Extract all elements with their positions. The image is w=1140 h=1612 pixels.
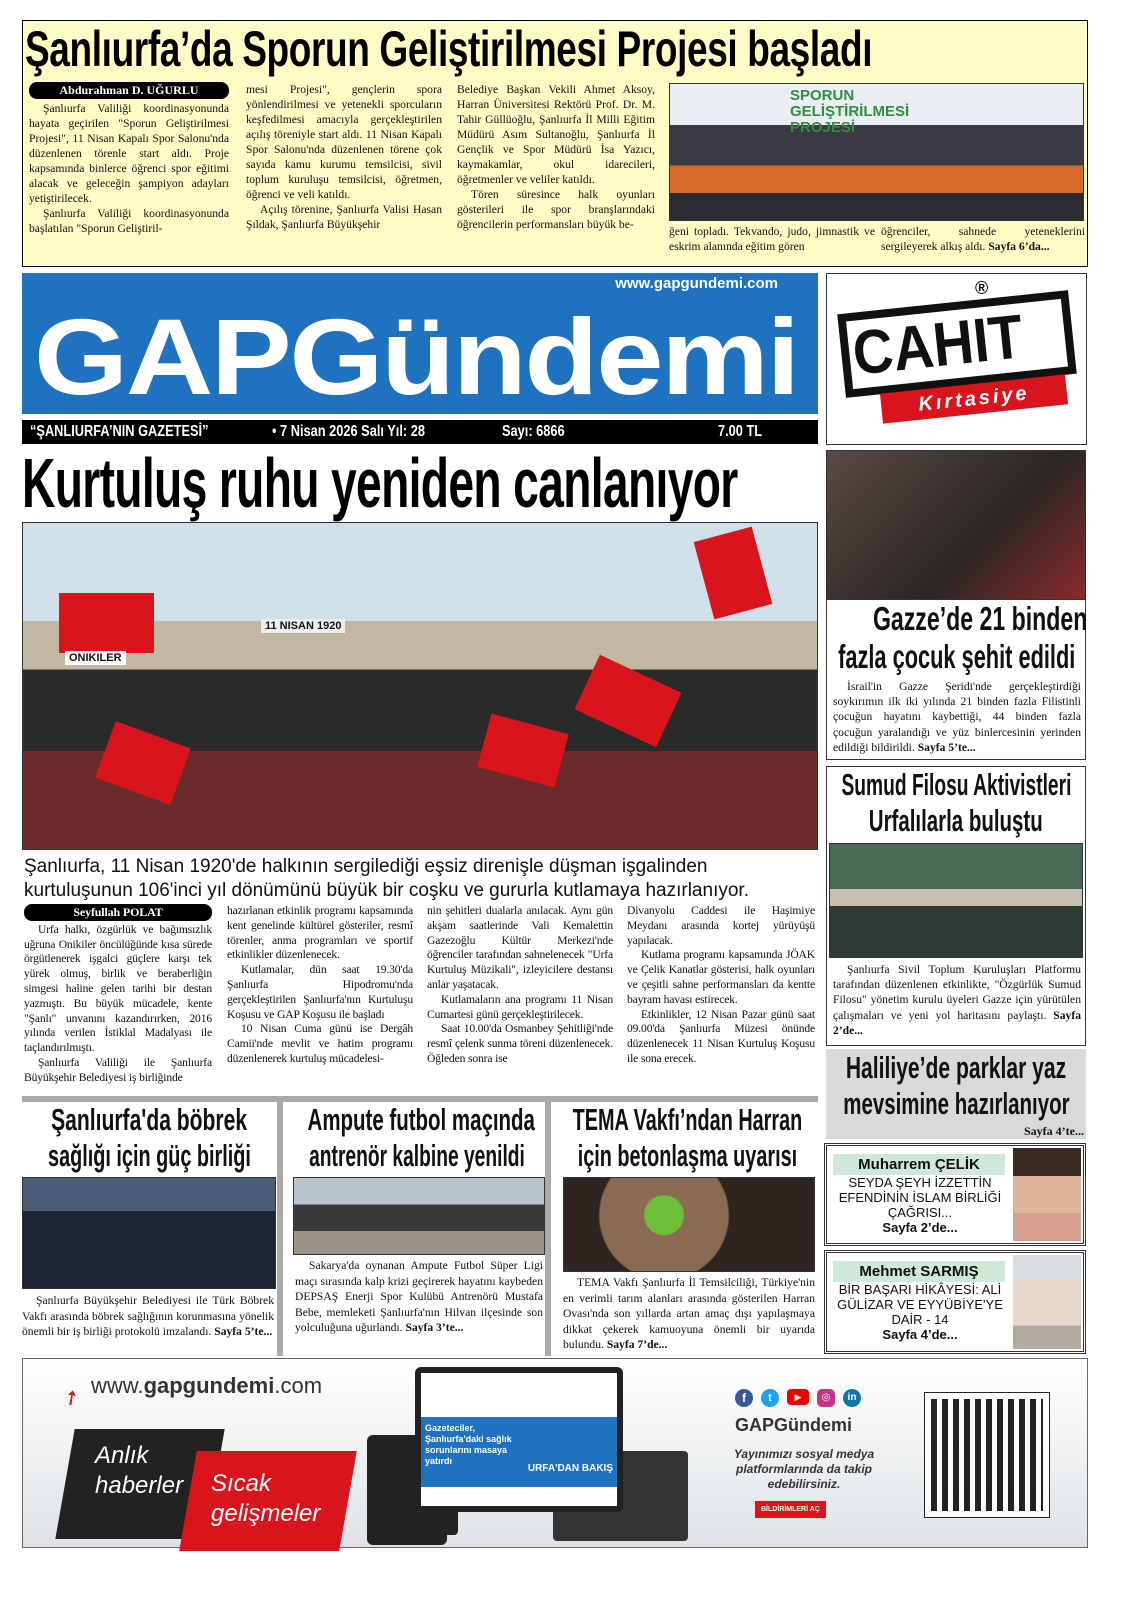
- top-col-3: Belediye Başkan Vekili Ahmet Aksoy, Harran Üniversitesi Rektörü Prof. Dr. M. Tahir Güllüoğlu, Şanlıurfa İl Milli Eğitim Müdürü Asım Sultanoğlu, Şanlıurfa İl Gençlik ve Spor Müdürü İsa Yazıcı, kaymakamlar, okul idarecileri, öğretmenler ve veliler katıldı. Tören süresince halk oyunları gösterileri ile spor branşlarındaki öğrencilerin performansları büyük be-: [457, 83, 655, 231]
- story-photo: [22, 1177, 276, 1289]
- instagram-icon[interactable]: ◎: [817, 1389, 835, 1407]
- notify-button[interactable]: BİLDİRİMLERİ AÇ: [755, 1501, 826, 1518]
- top-story: [22, 20, 1088, 267]
- issue-date: • 7 Nisan 2026 Salı Yıl: 28: [272, 423, 425, 440]
- story-photo: [563, 1177, 815, 1272]
- top-story-photo: SPORUN GELİŞTİRİLMESİ PROJESİ: [669, 83, 1084, 221]
- main-col-3: nin şehitleri dualarla anılacak. Aynı gün akşam saatlerinde Vali Kemalettin Gazezoğlu Kültür Merkezi'nde öğrenciler tarafından sahnelenecek "Urfa Kurtuluş Müzikali", izleyicilere destansı anlar yaşatacak. Kutlamaların ana programı 11 Nisan Cumartesi günü gerçekleştirilecek. Saat 10.00'da Osmanbey Şehitliği'nde resmî çelenk sunma töreni düzenlenecek. Öğleden sonra ise: [427, 904, 613, 1065]
- footer-brand: GAPGündemi: [735, 1415, 853, 1435]
- main-col-1: Seyfullah POLAT Urfa halkı, özgürlük ve bağımsızlık uğruna Onikiler öncülüğünde kısa sürede örgütlenerek işgalci güçlere karşı tek yürek olmuş, birlik ve beraberliğin simgesi haline gelen tarihi bir destan yazmıştı. Bu büyük mücadele, kente "Şanlı" unvanını kazandırırken, 2016 yılında verilen İstiklal Madalyası ile taçlandırılmıştı. Şanlıurfa Valiliği ile Şanlıurfa Büyükşehir Belediyesi iş birliğinde: [24, 905, 212, 1084]
- more-link[interactable]: Sayfa 2’de...: [833, 1008, 1081, 1037]
- more-link[interactable]: Sayfa 5’te...: [917, 740, 976, 754]
- footer-url[interactable]: www.gapgundemi.com: [91, 1373, 323, 1398]
- sumud-photo: [829, 843, 1083, 958]
- more-link[interactable]: Sayfa 4’te...: [1024, 1124, 1084, 1138]
- follow-text: Yayınımızı sosyal medya platformlarında da takip edebilirsiniz.: [733, 1447, 875, 1491]
- price: 7.00 TL: [718, 423, 763, 440]
- main-spot: Şanlıurfa, 11 Nisan 1920'de halkının sergilediği eşsiz direnişle düşman işgalinden kurtuluşunun 106'inci yıl dönümünü büyük bir coşku ve gururla kutlamaya hazırlanıyor.: [24, 856, 749, 901]
- desktop-mockup: Gazeteciler, Şanlıurfa'daki sağlık sorunlarını masaya yatırdı URFA'DAN BAKIŞ: [415, 1367, 623, 1512]
- top-col-5: öğrenciler, sahnede yeteneklerini sergileyerek alkış aldı. Sayfa 6’da...: [881, 225, 1085, 253]
- arrow-icon: ➚: [58, 1384, 85, 1412]
- top-col-4: ğeni topladı. Tekvando, judo, jimnastik ve eskrim alanında eğitim gören: [669, 225, 875, 253]
- haliliye-story: Haliliye’de parklar yaz mevsimine hazırlanıyor Sayfa 4’te...: [826, 1049, 1086, 1139]
- main-col-4: Divanyolu Caddesi ile Haşimiye Meydanı arasında kortej yürüyüşü yapılacak. Kutlama programı kapsamında JÖAK ve Çelik Kanatlar gösterisi, halk oyunları ve çeşitli sahne performansları da kentte bayram havası estirecek. Etkinlikler, 12 Nisan Pazar günü saat 09.00'da Şanlıurfa Müzesi önünde düzenlenecek 11 Nisan Kurtuluş Koşusu ile sona erecek.: [627, 904, 815, 1065]
- sumud-story: Sumud Filosu Aktivistleri Urfalılarla buluştu Şanlıurfa Sivil Toplum Kuruluşları Platformu tarafından düzenlenen etkinlikte, "Özgürlük Sumud Filosu" yönetim kurulu üyeleri Gazze için yürütülen çalışmaları ve yeni yol haritasını paylaştı. Sayfa 2’de...: [826, 766, 1086, 1046]
- more-link[interactable]: Sayfa 5’te...: [214, 1325, 273, 1339]
- cahit-sub: Kırtasiye: [880, 374, 1068, 423]
- byline: Seyfullah POLAT: [24, 904, 212, 921]
- gaza-story: Gazze’de 21 binden fazla çocuk şehit edildi İsrail'in Gazze Şeridi'nde gerçekleştirdiği soykırımın ilk iki yılında 21 binden fazla Filistinli çocuğun hayatını kaybettiği, 44 binden fazla çocuğun yaralandığı ve yüz binlercesinin yerinden edildiği bildirildi. Sayfa 5’te...: [826, 600, 1086, 760]
- columnist-photo: [1013, 1255, 1081, 1349]
- cahit-ad[interactable]: [826, 273, 1087, 445]
- main-photo: ONIKILER 11 NISAN 1920: [22, 522, 818, 850]
- columnist-box[interactable]: Mehmet SARMIŞ BİR BAŞARI HİKÂYESİ: ALİ GÜLİZAR VE EYYÜBİYE'YE DAİR - 14 Sayfa 4’de...: [824, 1250, 1086, 1354]
- main-headline: Kurtuluş ruhu yeniden canlanıyor: [22, 444, 738, 522]
- bottom-story: TEMA Vakfı’ndan Harran için betonlaşma uyarısı TEMA Vakfı Şanlıurfa İl Temsilciliği, Türkiye'nin en verimli tarım alanları arasında gösterilen Harran Ovası'nda son yıllarda artan amaç dışı yapılaşmaya dikkat çekerek kamuoyuna önemli bir uyarıda bulundu. Sayfa 7’de...: [563, 1102, 815, 1352]
- byline: Abdurahman D. UĞURLU: [29, 82, 229, 99]
- logo: GAPGündemi: [34, 296, 798, 417]
- youtube-icon[interactable]: ▶: [787, 1389, 809, 1405]
- masthead: [22, 273, 818, 417]
- more-link[interactable]: Sayfa 6’da...: [988, 240, 1050, 253]
- top-col-1: Abdurahman D. UĞURLU Şanlıurfa Valiliği koordinasyonunda hayata geçirilen "Sporun Geliştirilmesi Projesi", 11 Nisan Kapalı Spor Salonu'nda düzenlenen törenle start aldı. Proje kapsamında binlerce öğrenci spor eğitimi alacak ve geleceğin şampiyon adayları yetiştirilecek. Şanlıurfa Valiliği koordinasyonunda başlatılan "Sporun Geliştiril-: [29, 83, 229, 235]
- top-col-2: mesi Projesi", gençlerin spora yönlendirilmesi ve yetenekli sporcuların keşfedilmesi amacıyla gerçekleştirilen açılış töreniyle start aldı. 11 Nisan Kapalı Spor Salonu'nda düzenlenen törene çok sayıda kamu kurumu temsilcisi, sivil toplum kuruluşu temsilcisi, öğretmen, öğrenci ve veli katıldı. Açılış törenine, Şanlıurfa Valisi Hasan Şıldak, Şanlıurfa Büyükşehir: [246, 83, 442, 231]
- bottom-story: Şanlıurfa'da böbrek sağlığı için güç birliği Şanlıurfa Büyükşehir Belediyesi ile Türk Böbrek Vakfı arasında böbrek sağlığının korunmasına yönelik önemli bir iş birliği protokolü imzalandı. Sayfa 5’te...: [22, 1102, 283, 1356]
- bottom-story: Ampute futbol maçında antrenör kalbine yenildi Sakarya'da oynanan Ampute Futbol Süper Ligi maçı sırasında kalp krizi geçirerek hayatını kaybeden DEPSAŞ Enerji Spor Kulübü Antrenörü Mustafa Bebe, memleketi Şanlıurfa'nın Hilvan ilçesinde son yolculuğuna uğurlandı. Sayfa 3’te...: [289, 1102, 551, 1356]
- masthead-url[interactable]: www.gapgundemi.com: [615, 275, 778, 292]
- columnist-photo: [1013, 1148, 1081, 1241]
- columnist-box[interactable]: Muharrem ÇELİK SEYDA ŞEYH İZZETTİN EFENDİNİN İSLAM BİRLİĞİ ÇAĞRISI... Sayfa 2’de...: [824, 1143, 1086, 1246]
- info-bar: [22, 420, 818, 444]
- cahit-logo: CAHIT: [849, 302, 1027, 389]
- registered-mark: ®: [975, 278, 989, 298]
- social-icons: [735, 1389, 861, 1407]
- top-headline: Şanlıurfa’da Sporun Geliştirilmesi Projesi başladı: [25, 21, 873, 77]
- facebook-icon[interactable]: f: [735, 1389, 753, 1407]
- gaza-photo: [826, 450, 1086, 600]
- main-col-2: hazırlanan etkinlik programı kapsamında kent genelinde kültürel gösteriler, resmî törenler, anma programları ve sportif etkinlikler düzenlenecek. Kutlamalar, dün saat 19.30'da Şanlıurfa Hipodromu'nda gerçekleştirilen Şanlıurfa'nın Kurtuluşu Koşusu ve GAP Koşusu ile başladı 10 Nisan Cuma günü ise Dergâh Camii'nde mevlit ve hatim programı düzenlenerek kurtuluş mücadelesi-: [227, 904, 413, 1065]
- flag: [59, 593, 154, 653]
- issue-number: Sayı: 6866: [502, 423, 565, 440]
- more-link[interactable]: Sayfa 3’te...: [405, 1321, 464, 1335]
- footer-ad[interactable]: ➚ www.gapgundemi.com Anlık haberler Sıcak gelişmeler Gazeteciler, Şanlıurfa'daki sağlık sorunlarını masaya yatırdı URFA'DAN BAKIŞ f t ▶ ◎ in GAPGündemi Yayınımızı sosyal medya platformlarında da takip edebilirsiniz. BİLDİRİMLERİ AÇ: [22, 1358, 1088, 1548]
- linkedin-icon[interactable]: in: [843, 1389, 861, 1407]
- twitter-icon[interactable]: t: [761, 1389, 779, 1407]
- qr-code[interactable]: [925, 1393, 1049, 1517]
- more-link[interactable]: Sayfa 7’de...: [606, 1338, 668, 1352]
- story-photo: [293, 1177, 545, 1255]
- slogan: “ŞANLIURFA’NIN GAZETESİ”: [30, 423, 209, 440]
